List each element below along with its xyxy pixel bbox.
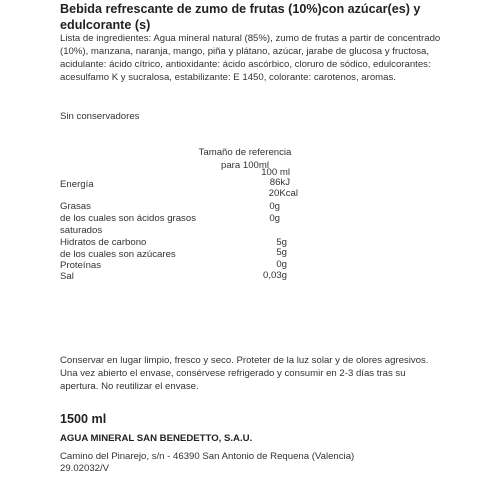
salt-label: Sal bbox=[60, 271, 74, 282]
reference-line-2: para 100ml bbox=[221, 160, 269, 171]
energy-kcal-value: 20Kcal bbox=[268, 188, 298, 199]
storage-instructions: Conservar en lugar limpio, fresco y seco. Proteter de la luz solar y de olores agresivos. Una vez abierto el envase, consérvese refrigerado y consumir en 2-3 días tras su apertura. No reutilizar el envase. bbox=[60, 355, 429, 392]
fat-value: 0g bbox=[269, 201, 280, 212]
company-address: Camino del Pinarejo, s/n - 46390 San Antonio de Requena (Valencia) bbox=[60, 451, 355, 462]
sugars-label: de los cuales son azúcares bbox=[60, 249, 176, 260]
reference-line-1: Tamaño de referencia bbox=[198, 147, 292, 158]
ingredients-text: Lista de ingredientes: Agua mineral natural (85%), zumo de frutas a partir de concentrado (10%), manzana, naranja, mango, piña y plátano, azúcar, jarabe de glucosa y fructosa, acidulante: ácido cítrico, antioxidante: ácido ascórbico, cloruro de sódico, edulcorantes: acesulfamo K y sucralosa, estabilizante: E 1450, colorante: carotenos, aromas. bbox=[60, 33, 441, 83]
sugars-value: 5g bbox=[276, 247, 287, 258]
protein-value: 0g bbox=[276, 259, 287, 270]
preservatives-text: Sin conservadores bbox=[60, 111, 140, 122]
registry-code: 29.02032/V bbox=[60, 463, 110, 474]
carbs-label: Hidratos de carbono bbox=[60, 237, 147, 248]
company-name: AGUA MINERAL SAN BENEDETTO, S.A.U. bbox=[60, 433, 253, 444]
fat-label: Grasas bbox=[60, 201, 91, 212]
product-title: Bebida refrescante de zumo de frutas (10%)con azúcar(es) y edulcorante (s) bbox=[60, 2, 421, 32]
protein-label: Proteínas bbox=[60, 260, 102, 271]
saturated-label-line-1: de los cuales son ácidos grasos bbox=[60, 213, 196, 224]
energy-kj-value: 86kJ bbox=[269, 177, 290, 188]
per-100ml-label: 100 ml bbox=[261, 167, 290, 178]
salt-value: 0,03g bbox=[262, 270, 287, 281]
saturated-label-line-2: saturados bbox=[60, 225, 103, 236]
carbs-value: 5g bbox=[276, 237, 287, 248]
saturated-value: 0g bbox=[269, 213, 280, 224]
volume-label: 1500 ml bbox=[60, 412, 107, 426]
energy-label: Energía bbox=[60, 179, 94, 190]
